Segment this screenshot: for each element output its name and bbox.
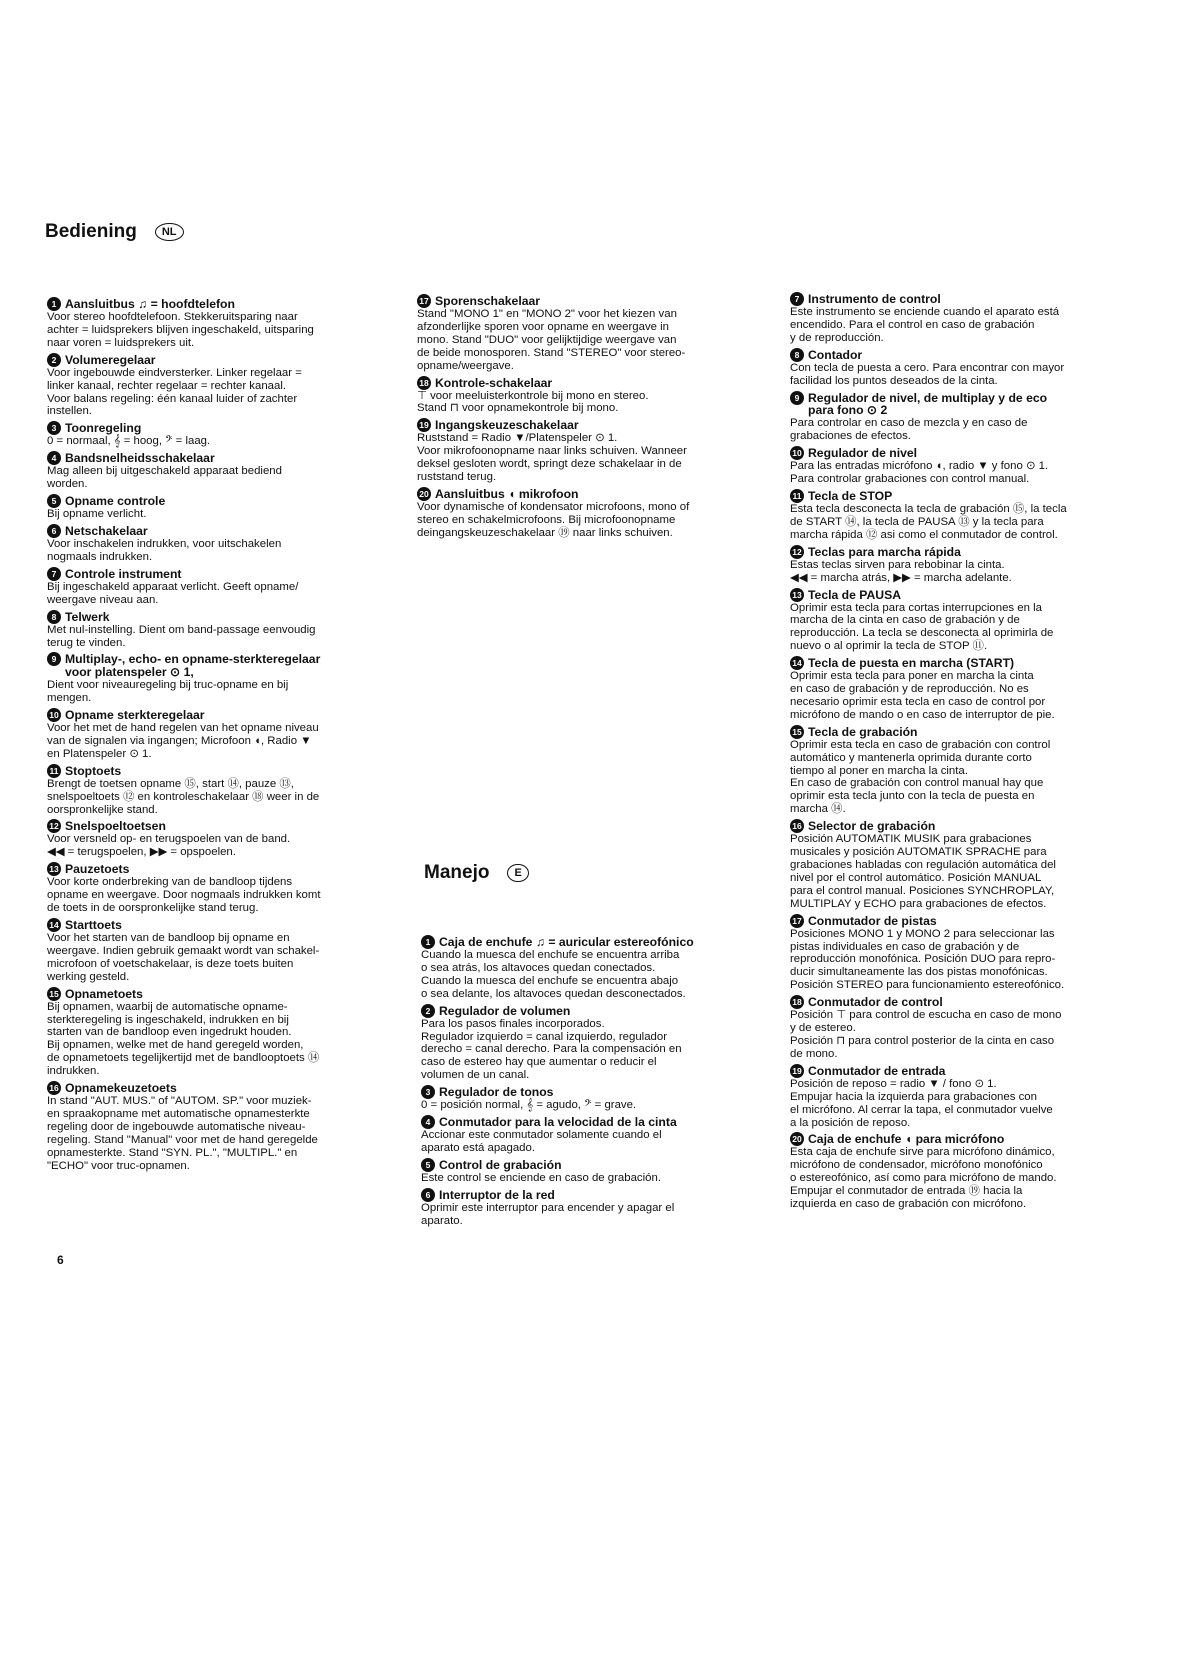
nl-item (47, 1082, 402, 1172)
item-text: Bij opnamen, waarbij de automatische opname- sterkteregeling is ingeschakeld, indrukken en bij starten van de bandloop even ingedrukt houden. Bij opnamen, welke met de hand geregeld worden, de opnametoets tegelijkertijd met de bandlooptoets ⑭ indrukken. (47, 1000, 320, 1078)
nl-item-heading (47, 422, 402, 435)
item-text: Voor inschakelen indrukken, voor uitschakelen nogmaals indrukken. (47, 537, 282, 563)
es-item-heading (421, 936, 766, 949)
item-title: Aansluitbus ◖ mikrofoon (435, 486, 579, 501)
nl-title: Bediening (45, 221, 137, 242)
item-text: Voor dynamische of kondensator microfoons, mono of stereo en schakelmicrofoons. Bij microfoonopname deingangskeuzeschakelaar ⑲ naar links schuiven. (417, 500, 690, 539)
item-text: Oprimir esta tecla para poner en marcha la cinta en caso de grabación y de reproducción. No es necesario oprimir esta tecla en caso de control por micrófono de mando o en caso de interruptor de pie. (790, 670, 1055, 721)
nl-item-heading (47, 495, 402, 508)
es-item (421, 1005, 766, 1083)
nl-item (47, 452, 402, 491)
nl-item-heading (47, 568, 402, 581)
item-number-badge: 12 (47, 819, 61, 833)
nl-item-heading (47, 525, 402, 538)
es-item (790, 490, 1145, 542)
es-item (421, 936, 766, 1001)
item-text: Voor versneld op- en terugspoelen van de band. ◀◀ = terugspoelen, ▶▶ = opspoelen. (47, 833, 291, 859)
es-item (790, 915, 1145, 993)
item-text: Posiciones MONO 1 y MONO 2 para seleccionar las pistas individuales en caso de grabación y de reproducción monofónica. Posición DUO para repro- ducir simultaneamente las dos pistas monofónicas. Posición STEREO para funcionamiento estereofónico. (790, 927, 1065, 992)
es-item (790, 293, 1145, 345)
item-number-badge: 14 (47, 918, 61, 932)
item-text: Brengt de toetsen opname ⑮, start ⑭, pauze ⑬, snelspoeltoets ⑫ en kontroleschakelaar ⑱ weer in de oorspronkelijke stand. (47, 777, 320, 816)
item-number-badge: 11 (47, 764, 61, 778)
nl-item (47, 298, 402, 350)
item-number-badge: 8 (47, 610, 61, 624)
nl-column-1 (47, 298, 402, 1177)
nl-item (47, 568, 402, 607)
es-item (790, 726, 1145, 816)
item-text: Este control se enciende en caso de grabación. (421, 1171, 661, 1184)
item-number-badge: 15 (790, 725, 804, 739)
nl-item (47, 611, 402, 650)
item-number-badge: 6 (421, 1188, 435, 1202)
item-title: Tecla de grabación (808, 724, 918, 739)
item-title: Conmutador de entrada (808, 1063, 946, 1078)
item-title: Telwerk (65, 609, 110, 624)
nl-item (47, 863, 402, 915)
nl-column-2 (417, 295, 762, 544)
item-title: Kontrole-schakelaar (435, 375, 553, 390)
item-title: Tecla de PAUSA (808, 587, 902, 602)
es-item-heading (790, 546, 1145, 559)
item-text: Este instrumento se enciende cuando el aparato está encendido. Para el control en caso de grabación y de reproducción. (790, 306, 1060, 344)
item-text: Mag alleen bij uitgeschakeld apparaat bediend worden. (47, 465, 282, 491)
item-text: Bij ingeschakeld apparaat verlicht. Geeft opname/ weergave niveau aan. (47, 580, 299, 606)
nl-item (47, 709, 402, 761)
item-title: Regulador de nivel (808, 446, 918, 461)
item-text: In stand "AUT. MUS." of "AUTOM. SP." voor muziek- en spraakopname met automatische opnamesterkte regeling door de ingebouwde automatische niveau- regeling. Stand "Manual" voor met de hand geregelde opnamesterkte. Stand "SYN. PL.", "MULTIPL." en "ECHO" voor truc-opnamen. (47, 1095, 318, 1172)
item-text: 0 = normaal, 𝄞 = hoog, 𝄢 = laag. (47, 435, 211, 448)
item-text: Dient voor niveauregeling bij truc-opname en bij mengen. (47, 679, 289, 705)
item-number-badge: 14 (790, 656, 804, 670)
nl-item (417, 295, 762, 373)
item-number-badge: 1 (47, 297, 61, 311)
es-column-2 (790, 293, 1145, 1215)
item-number-badge: 1 (421, 935, 435, 949)
item-text: Esta caja de enchufe sirve para micrófono dinámico, micrófono de condensador, micrófono monofónico o estereofónico, así como para micrófono de mando. Empujar el conmutador de entrada ⑲ hacia la izquierda en caso de grabación con micrófono. (790, 1146, 1057, 1211)
nl-item-heading (417, 419, 762, 432)
item-number-badge: 8 (790, 348, 804, 362)
item-title: Opname sterkteregelaar (65, 708, 205, 723)
nl-item-heading (47, 1082, 402, 1095)
nl-item (47, 919, 402, 984)
es-item (790, 657, 1145, 722)
es-item (790, 589, 1145, 654)
item-number-badge: 7 (790, 292, 804, 306)
es-column-1 (421, 936, 766, 1232)
item-title: Stoptoets (65, 763, 122, 778)
item-number-badge: 19 (790, 1064, 804, 1078)
nl-item-heading (47, 765, 402, 778)
nl-item-heading (47, 863, 402, 876)
es-item (790, 349, 1145, 388)
item-text: Oprimir esta tecla en caso de grabación con control automático y mantenerla oprimida durante corto tiempo al poner en marcha la cinta. En caso de grabación con control manual hay que oprimir esta tecla junto con la tecla de puesta en marcha ⑭. (790, 738, 1051, 816)
item-text: ⊤ voor meeluisterkontrole bij mono en stereo. Stand ⊓ voor opnamekontrole bij mono. (417, 389, 649, 415)
nl-item (47, 988, 402, 1078)
nl-item-heading (417, 377, 762, 390)
es-item-heading (790, 1065, 1145, 1078)
item-title: Tecla de puesta en marcha (START) (808, 656, 1015, 671)
item-number-badge: 4 (421, 1115, 435, 1129)
es-item-heading (790, 392, 1145, 418)
item-text: Cuando la muesca del enchufe se encuentra arriba o sea atrás, los altavoces quedan conectados. Cuando la muesca del enchufe se encuentra abajo o sea delante, los altavoces quedan desconectados. (421, 949, 686, 1000)
item-title: Conmutador para la velocidad de la cinta (439, 1115, 677, 1130)
nl-item (47, 354, 402, 419)
es-item (790, 392, 1145, 444)
es-section-heading (424, 862, 529, 884)
item-text: Voor korte onderbreking van de bandloop tijdens opname en weergave. Door nogmaals indrukken komt de toets in de oorspronkelijke stand terug. (47, 876, 321, 915)
nl-item-heading (47, 298, 402, 311)
item-title: Selector de grabación (808, 819, 936, 834)
es-item-heading (790, 349, 1145, 362)
item-text: Voor stereo hoofdtelefoon. Stekkeruitsparing naar achter = luidsprekers blijven ingeschakeld, uitsparing naar voren = luidsprekers uit. (47, 311, 314, 349)
item-title: Aansluitbus ♫ = hoofdtelefon (65, 297, 235, 311)
nl-item (417, 488, 762, 540)
nl-item (47, 653, 402, 705)
item-title: Bandsnelheidsschakelaar (65, 451, 215, 466)
nl-item-heading (47, 354, 402, 367)
item-text: Stand "MONO 1" en "MONO 2" voor het kiezen van afzonderlijke sporen voor opname en weergave in mono. Stand "DUO" voor gelijktijdige weergave van de beide monosporen. Stand "STEREO" voor stereo- opname/weergave. (417, 308, 686, 372)
item-title: Multiplay-, echo- en opname-sterkteregelaar voor platenspeler ⊙ 1, (65, 652, 321, 680)
item-text: Para las entradas micrófono ◖, radio ▼ y fono ⊙ 1. Para controlar grabaciones con control manual. (790, 460, 1049, 486)
nl-item-heading (47, 611, 402, 624)
nl-item (417, 377, 762, 416)
item-title: Regulador de nivel, de multiplay y de eco para fono ⊙ 2 (808, 390, 1048, 418)
nl-item-heading (47, 653, 402, 679)
item-title: Regulador de tonos (439, 1085, 554, 1100)
item-number-badge: 10 (47, 708, 61, 722)
item-number-badge: 17 (790, 914, 804, 928)
es-item-heading (421, 1086, 766, 1099)
nl-item-heading (417, 488, 762, 501)
item-number-badge: 12 (790, 545, 804, 559)
es-item-heading (790, 589, 1145, 602)
item-number-badge: 3 (421, 1085, 435, 1099)
item-number-badge: 5 (47, 494, 61, 508)
nl-item-heading (417, 295, 762, 308)
nl-item-heading (47, 919, 402, 932)
item-text: Oprimir esta tecla para cortas interrupciones en la marcha de la cinta en caso de grabación y de reproducción. La tecla se desconecta al oprimirla de nuevo o al oprimir la tecla de STOP ⑪. (790, 601, 1054, 653)
item-title: Teclas para marcha rápida (808, 544, 961, 559)
item-title: Snelspoeltoetsen (65, 819, 166, 834)
nl-language-badge: NL (155, 223, 184, 241)
nl-section-heading (45, 221, 184, 243)
item-text: Posición ⊤ para control de escucha en caso de mono y de estereo. Posición ⊓ para control posterior de la cinta en caso de mono. (790, 1009, 1062, 1060)
es-item (421, 1189, 766, 1228)
es-item (790, 1133, 1145, 1211)
item-number-badge: 18 (790, 995, 804, 1009)
item-number-badge: 7 (47, 567, 61, 581)
item-text: Voor ingebouwde eindversterker. Linker regelaar = linker kanaal, rechter regelaar = rechter kanaal. Voor balans regeling: één kanaal luider of zachter instellen. (47, 366, 302, 418)
item-title: Caja de enchufe ◖ para micrófono (808, 1132, 1005, 1147)
item-number-badge: 10 (790, 446, 804, 460)
nl-item (47, 422, 402, 448)
item-title: Netschakelaar (65, 523, 148, 538)
es-item-heading (421, 1189, 766, 1202)
item-number-badge: 13 (790, 588, 804, 602)
item-text: Voor het met de hand regelen van het opname niveau van de signalen via ingangen; Microfoon ◖, Radio ▼ en Platenspeler ⊙ 1. (47, 722, 319, 760)
item-title: Instrumento de control (808, 292, 941, 306)
es-item (421, 1116, 766, 1155)
item-title: Contador (808, 347, 863, 362)
es-item-heading (421, 1005, 766, 1018)
item-number-badge: 18 (417, 376, 431, 390)
item-text: Esta tecla desconecta la tecla de grabación ⑮, la tecla de START ⑭, la tecla de PAUSA ⑬ y la tecla para marcha rápida ⑫ asi como el conmutador de control. (790, 502, 1067, 541)
nl-item (417, 419, 762, 484)
item-number-badge: 19 (417, 418, 431, 432)
item-title: Opnametoets (65, 986, 143, 1001)
es-item (790, 447, 1145, 486)
item-title: Interruptor de la red (439, 1187, 555, 1202)
item-title: Starttoets (65, 918, 122, 932)
item-title: Conmutador de control (808, 995, 943, 1010)
item-title: Ingangskeuzeschakelaar (435, 418, 579, 433)
es-title: Manejo (424, 862, 490, 883)
item-title: Pauzetoets (65, 862, 130, 877)
es-item-heading (790, 490, 1145, 503)
item-text: Posición AUTOMATIK MUSIK para grabaciones musicales y posición AUTOMATIK SPRACHE para grabaciones habladas con regulación automática del nivel por el control automático. Posición MANUAL para el control manual. Posiciones SYNCHROPLAY, MULTIPLAY y ECHO para grabaciones de efectos. (790, 833, 1056, 910)
item-text: Para controlar en caso de mezcla y en caso de grabaciones de efectos. (790, 417, 1028, 443)
item-text: Voor het starten van de bandloop bij opname en weergave. Indien gebruik gemaakt wordt van schakel- microfoon of voetschakelaar, is deze toets buiten werking gesteld. (47, 932, 320, 983)
nl-item-heading (47, 988, 402, 1001)
item-number-badge: 16 (47, 1081, 61, 1095)
nl-item (47, 765, 402, 817)
item-title: Controle instrument (65, 566, 182, 581)
es-item-heading (790, 820, 1145, 833)
page-number: 6 (57, 1253, 64, 1267)
nl-item-heading (47, 452, 402, 465)
es-item (790, 820, 1145, 910)
item-number-badge: 11 (790, 489, 804, 503)
es-language-badge: E (507, 864, 528, 882)
es-item-heading (790, 726, 1145, 739)
item-number-badge: 20 (790, 1132, 804, 1146)
item-title: Conmutador de pistas (808, 913, 937, 928)
item-text: Oprimir este interruptor para encender y apagar el aparato. (421, 1201, 675, 1227)
es-item (790, 1065, 1145, 1130)
nl-item (47, 495, 402, 521)
item-title: Toonregeling (65, 421, 142, 436)
item-text: Accionar este conmutador solamente cuando el aparato está apagado. (421, 1129, 662, 1154)
item-text: Con tecla de puesta a cero. Para encontrar con mayor facilidad los puntos deseados de la cinta. (790, 361, 1065, 387)
es-item-heading (421, 1116, 766, 1129)
es-item (790, 996, 1145, 1061)
es-item-heading (790, 447, 1145, 460)
item-number-badge: 6 (47, 524, 61, 538)
item-number-badge: 5 (421, 1158, 435, 1172)
item-title: Opname controle (65, 494, 166, 509)
item-title: Volumeregelaar (65, 352, 156, 367)
item-number-badge: 17 (417, 294, 431, 308)
item-text: 0 = posición normal, 𝄞 = agudo, 𝄢 = grave. (421, 1099, 637, 1112)
nl-item-heading (47, 820, 402, 833)
nl-item (47, 525, 402, 564)
es-item (790, 546, 1145, 585)
item-number-badge: 13 (47, 862, 61, 876)
nl-item-heading (47, 709, 402, 722)
item-number-badge: 9 (790, 391, 804, 405)
es-item (421, 1086, 766, 1112)
item-text: Ruststand = Radio ▼/Platenspeler ⊙ 1. Voor mikrofoonopname naar links schuiven. Wanneer deksel gesloten wordt, springt deze schakelaar in de ruststand terug. (417, 432, 687, 484)
item-number-badge: 3 (47, 421, 61, 435)
nl-item (47, 820, 402, 859)
es-item-heading (790, 915, 1145, 928)
item-text: Para los pasos finales incorporados. Regulador izquierdo = canal izquierdo, regulador derecho = canal derecho. Para la compensación en caso de estereo hay que aumentar o reducir el volumen de un canal. (421, 1017, 682, 1082)
es-item-heading (790, 996, 1145, 1009)
es-item-heading (790, 1133, 1145, 1146)
item-text: Estas teclas sirven para rebobinar la cinta. ◀◀ = marcha atrás, ▶▶ = marcha adelante. (790, 558, 1012, 584)
es-item (421, 1159, 766, 1185)
item-number-badge: 20 (417, 487, 431, 501)
item-text: Met nul-instelling. Dient om band-passage eenvoudig terug te vinden. (47, 623, 316, 649)
es-item-heading (790, 657, 1145, 670)
item-number-badge: 4 (47, 451, 61, 465)
item-title: Control de grabación (439, 1157, 562, 1172)
es-item-heading (790, 293, 1145, 306)
item-text: Bij opname verlicht. (47, 508, 147, 521)
item-number-badge: 9 (47, 652, 61, 666)
item-number-badge: 2 (47, 353, 61, 367)
item-title: Opnamekeuzetoets (65, 1081, 177, 1096)
item-text: Posición de reposo = radio ▼ / fono ⊙ 1. Empujar hacia la izquierda para grabaciones con el micrófono. Al cerrar la tapa, el conmutador vuelve a la posición de reposo. (790, 1077, 1053, 1129)
item-title: Sporenschakelaar (435, 294, 541, 308)
item-title: Tecla de STOP (808, 488, 893, 503)
item-number-badge: 15 (47, 987, 61, 1001)
item-number-badge: 2 (421, 1004, 435, 1018)
item-title: Caja de enchufe ♫ = auricular estereofónico (439, 935, 694, 949)
item-number-badge: 16 (790, 819, 804, 833)
es-item-heading (421, 1159, 766, 1172)
item-title: Regulador de volumen (439, 1003, 571, 1018)
